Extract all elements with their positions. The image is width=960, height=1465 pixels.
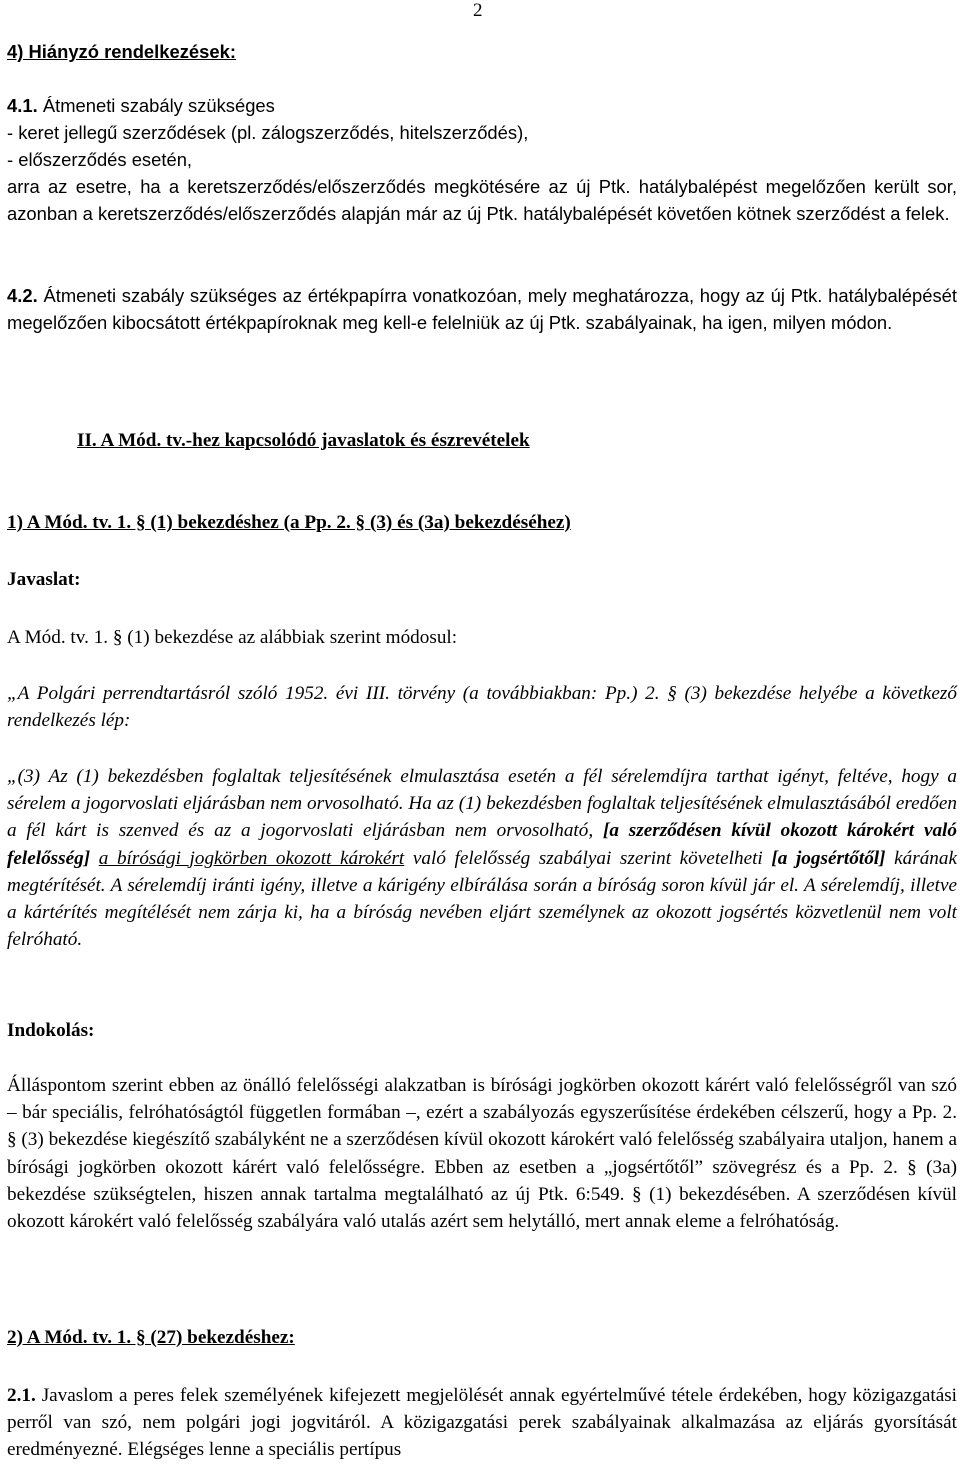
item-1-heading: 1) A Mód. tv. 1. § (1) bekezdéshez (a Pp. 2. § (3) és (3a) bekezdéséhez): [7, 512, 571, 533]
amendment-text-part-3: kárának megtérítését. A sérelemdíj iránti igény, illetve a kárigény elbírálása során a bíróság soron kívül jár el. A sérelemdíj, illetve a kártérítés megítélését nem zárja ki, ha a bíróság nevében eljárt személynek az okozott jogsértés közvetlenül nem volt felróható.: [7, 847, 957, 951]
amendment-text: [7, 763, 957, 953]
deleted-text-1: [a szerződésen kívül okozott károkért való felelősség]: [7, 820, 957, 869]
amendment-text-part-1: „(3) Az (1) bekezdésben foglaltak teljesítésének elmulasztása esetén a fél sérelemdíjra tarthat igényt, feltéve, hogy a sérelem a jogorvoslati eljárásban nem orvosolható. Ha az (1) bekezdésben foglaltak teljesítésének elmulasztásából eredően a fél kárt is szenved és az a jogorvoslati eljárásban nem orvosolható,: [7, 766, 957, 842]
section-4-1-paragraph: arra az esetre, ha a keretszerződés/előszerződés megkötésére az új Ptk. hatálybalépést megelőzően került sor, azonban a keretszerződés/előszerződés alapján már az új Ptk. hatálybalépését követően kötnek szerződést a felek.: [7, 176, 957, 225]
page-number: 2: [473, 0, 483, 21]
section-4-2-text: Átmeneti szabály szükséges az értékpapírra vonatkozóan, mely meghatározza, hogy az új Ptk. hatálybalépését megelőzően kibocsátott értékpapíroknak meg kell-e felelniük az új Ptk. szabályainak, ha igen, milyen módon.: [7, 285, 957, 334]
part-2-title: II. A Mód. tv.-hez kapcsolódó javaslatok és észrevételek: [77, 430, 530, 451]
section-4-2-number: 4.2.: [7, 285, 38, 306]
deleted-text-2: [a jogsértőtől]: [771, 847, 886, 869]
javaslat-label: Javaslat:: [7, 569, 81, 590]
proposal-intro: A Mód. tv. 1. § (1) bekezdése az alábbiak szerint módosul:: [7, 627, 458, 648]
item-2-1-number: 2.1.: [7, 1385, 36, 1406]
section-4-1-item-2: - előszerződés esetén,: [7, 149, 193, 170]
section-4-1-title: [7, 92, 957, 119]
amendment-text-part-2: való felelősség szabályai szerint követelheti: [412, 847, 763, 869]
section-4-heading: 4) Hiányzó rendelkezések:: [7, 41, 236, 62]
section-4-1-number: 4.1.: [7, 95, 38, 116]
section-4-1-item-1: - keret jellegű szerződések (pl. zálogszerződés, hitelszerződés),: [7, 122, 529, 143]
section-4-2-paragraph: [7, 282, 957, 337]
item-2-heading: 2) A Mód. tv. 1. § (27) bekezdéshez:: [7, 1327, 295, 1348]
item-2-1-text: Javaslom a peres felek személyének kifejezett megjelölését annak egyértelművé tétele érdekében, hogy közigazgatási perről van szó, nem polgári jogi jogvitáról. A közigazgatási perek szabályainak alkalmazása az eljárás gyorsítását eredményezné. Elégséges lenne a speciális pertípus: [7, 1385, 958, 1461]
item-2-1-paragraph: [7, 1382, 957, 1464]
indokolas-label: Indokolás:: [7, 1020, 95, 1041]
inserted-text: a bírósági jogkörben okozott károkért: [98, 847, 405, 869]
amendment-intro: „A Polgári perrendtartásról szóló 1952. évi III. törvény (a továbbiakban: Pp.) 2. § (3) bekezdése helyébe a következő rendelkezés lép:: [7, 683, 957, 732]
section-4-1-title-text: Átmeneti szabály szükséges: [42, 95, 275, 116]
indokolas-paragraph: Álláspontom szerint ebben az önálló felelősségi alakzatban is bírósági jogkörben okozott kárért való felelősségről van szó – bár speciális, felróhatóságtól független formában –, ezért a szabályozás egyszerűsítése érdekében célszerű, hogy a Pp. 2. § (3) bekezdése kiegészítő szabályként ne a szerződésen kívül okozott károkért való felelősség szabályaira utaljon, hanem a bírósági jogkörben okozott kárért való felelősségre. Ebben az esetben a „jogsértőtől” szövegrész és a Pp. 2. § (3a) bekezdése szükségtelen, hiszen annak tartalma megtalálható az új Ptk. 6:549. § (1) bekezdésében. A szerződésen kívül okozott károkért való felelősség szabályára való utalás azért sem helytálló, mert annak eleme a felróhatóság.: [7, 1075, 957, 1233]
